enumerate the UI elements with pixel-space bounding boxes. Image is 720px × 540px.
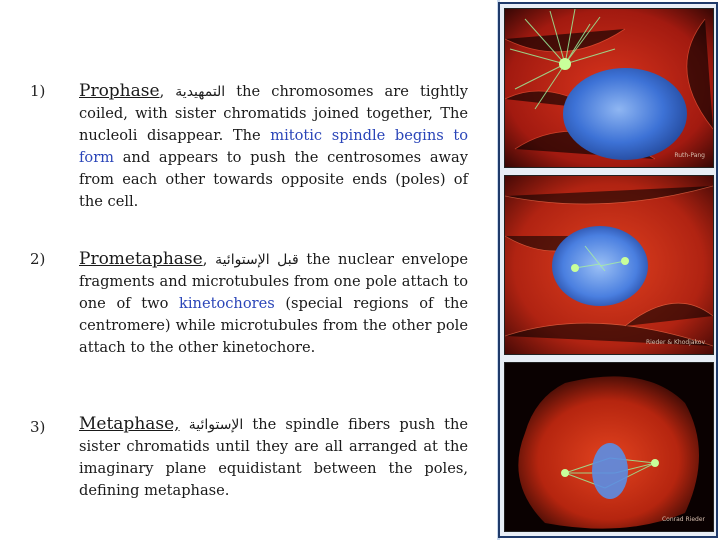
prophase-micrograph [504, 8, 714, 168]
phase-name: Prophase [79, 81, 160, 101]
item-number: 2) [30, 250, 46, 268]
description-end: and appears to push the centrosomes away from each other towards opposite ends (poles) of the cell. [79, 149, 468, 210]
phase-separator: , [159, 83, 165, 100]
highlight-term: kinetochores [179, 295, 275, 312]
item-number: 1) [30, 82, 46, 100]
prometaphase-micrograph [504, 175, 714, 355]
phase-separator: , [202, 251, 208, 268]
item-paragraph [79, 80, 468, 213]
description-start: the nuclear envelope fragments and microtubules from one pole attach to one of two [79, 251, 469, 312]
arabic-term: التمهيدية [175, 84, 226, 100]
svg-text:Conrad Rieder: Conrad Rieder [661, 516, 705, 523]
phase-name: Metaphase, [79, 414, 180, 434]
description-start: the chromosomes are tightly coiled, with sister chromatids joined together, The nucleoli disappear. The [79, 83, 469, 144]
arabic-term: قبل الإستوائية [215, 252, 299, 268]
item-paragraph [79, 413, 468, 502]
svg-text:Ruth-Pang: Ruth-Pang [674, 152, 705, 159]
description-end: (special regions of the centromere) while microtubules from the other pole attach to the other kinetochore. [79, 295, 468, 356]
metaphase-micrograph [504, 362, 714, 532]
description-start: the spindle fibers push the sister chromatids until they are all arranged at the imaginary plane equidistant between the poles, defining metaphase. [79, 416, 469, 499]
phase-name: Prometaphase [79, 249, 203, 269]
svg-text:Rieder & Khodjakov: Rieder & Khodjakov [645, 339, 705, 346]
arabic-term: الإستوائية [188, 417, 244, 433]
highlight-term: mitotic spindle begins to form [79, 127, 468, 166]
item-paragraph [79, 248, 468, 359]
item-number: 3) [30, 418, 46, 436]
